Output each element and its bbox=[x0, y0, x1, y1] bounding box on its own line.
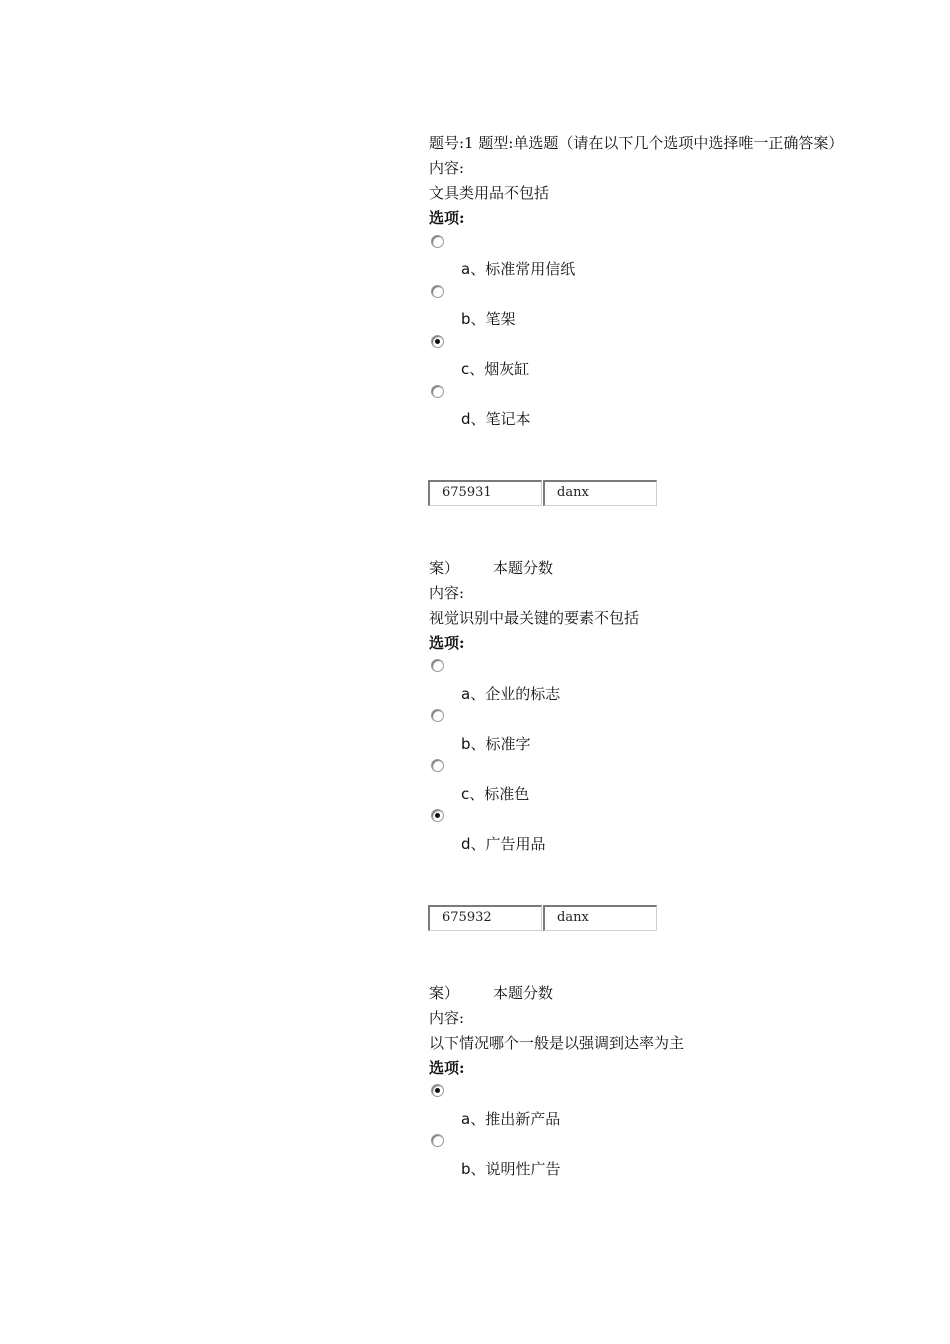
question-1-content: 文具类用品不包括 bbox=[429, 184, 550, 202]
question-2-options-label: 选项: bbox=[429, 634, 465, 652]
q1-option-c-radio[interactable] bbox=[431, 335, 444, 348]
q2-option-d-radio[interactable] bbox=[431, 809, 444, 822]
question-1-header: 题号:1 题型:单选题（请在以下几个选项中选择唯一正确答案） bbox=[429, 134, 844, 152]
q2-option-b-radio[interactable] bbox=[431, 709, 444, 722]
question-2-content-label: 内容: bbox=[429, 584, 465, 602]
q1-id-field: 675931 bbox=[428, 480, 542, 506]
question-1-content-label: 内容: bbox=[429, 159, 465, 177]
q2-option-a-radio[interactable] bbox=[431, 659, 444, 672]
q1-option-c: c、烟灰缸 bbox=[461, 360, 530, 378]
question-3-header-tail: 案） bbox=[429, 984, 460, 1002]
q1-option-b-radio[interactable] bbox=[431, 285, 444, 298]
q3-option-b: b、说明性广告 bbox=[461, 1160, 561, 1178]
q3-option-a-radio[interactable] bbox=[431, 1084, 444, 1097]
question-2-header-tail: 案） bbox=[429, 559, 460, 577]
q2-option-b: b、标准字 bbox=[461, 735, 531, 753]
question-3-options-label: 选项: bbox=[429, 1059, 465, 1077]
q1-option-d-radio[interactable] bbox=[431, 385, 444, 398]
q2-id-field: 675932 bbox=[428, 905, 542, 931]
q1-option-d: d、笔记本 bbox=[461, 410, 531, 428]
q3-option-a: a、推出新产品 bbox=[461, 1110, 561, 1128]
question-3-score-label: 本题分数 bbox=[493, 984, 554, 1002]
q2-option-d: d、广告用品 bbox=[461, 835, 546, 853]
question-3-content: 以下情况哪个一般是以强调到达率为主 bbox=[429, 1034, 685, 1052]
question-3-content-label: 内容: bbox=[429, 1009, 465, 1027]
q3-option-b-radio[interactable] bbox=[431, 1134, 444, 1147]
question-1-options-label: 选项: bbox=[429, 209, 465, 227]
q1-option-a: a、标准常用信纸 bbox=[461, 260, 576, 278]
q1-option-b: b、笔架 bbox=[461, 310, 516, 328]
q2-option-a: a、企业的标志 bbox=[461, 685, 561, 703]
question-2-score-label: 本题分数 bbox=[493, 559, 554, 577]
q1-option-a-radio[interactable] bbox=[431, 235, 444, 248]
q2-type-field: danx bbox=[543, 905, 657, 931]
q2-option-c-radio[interactable] bbox=[431, 759, 444, 772]
q1-type-field: danx bbox=[543, 480, 657, 506]
question-2-content: 视觉识别中最关键的要素不包括 bbox=[429, 609, 640, 627]
q2-option-c: c、标准色 bbox=[461, 785, 530, 803]
